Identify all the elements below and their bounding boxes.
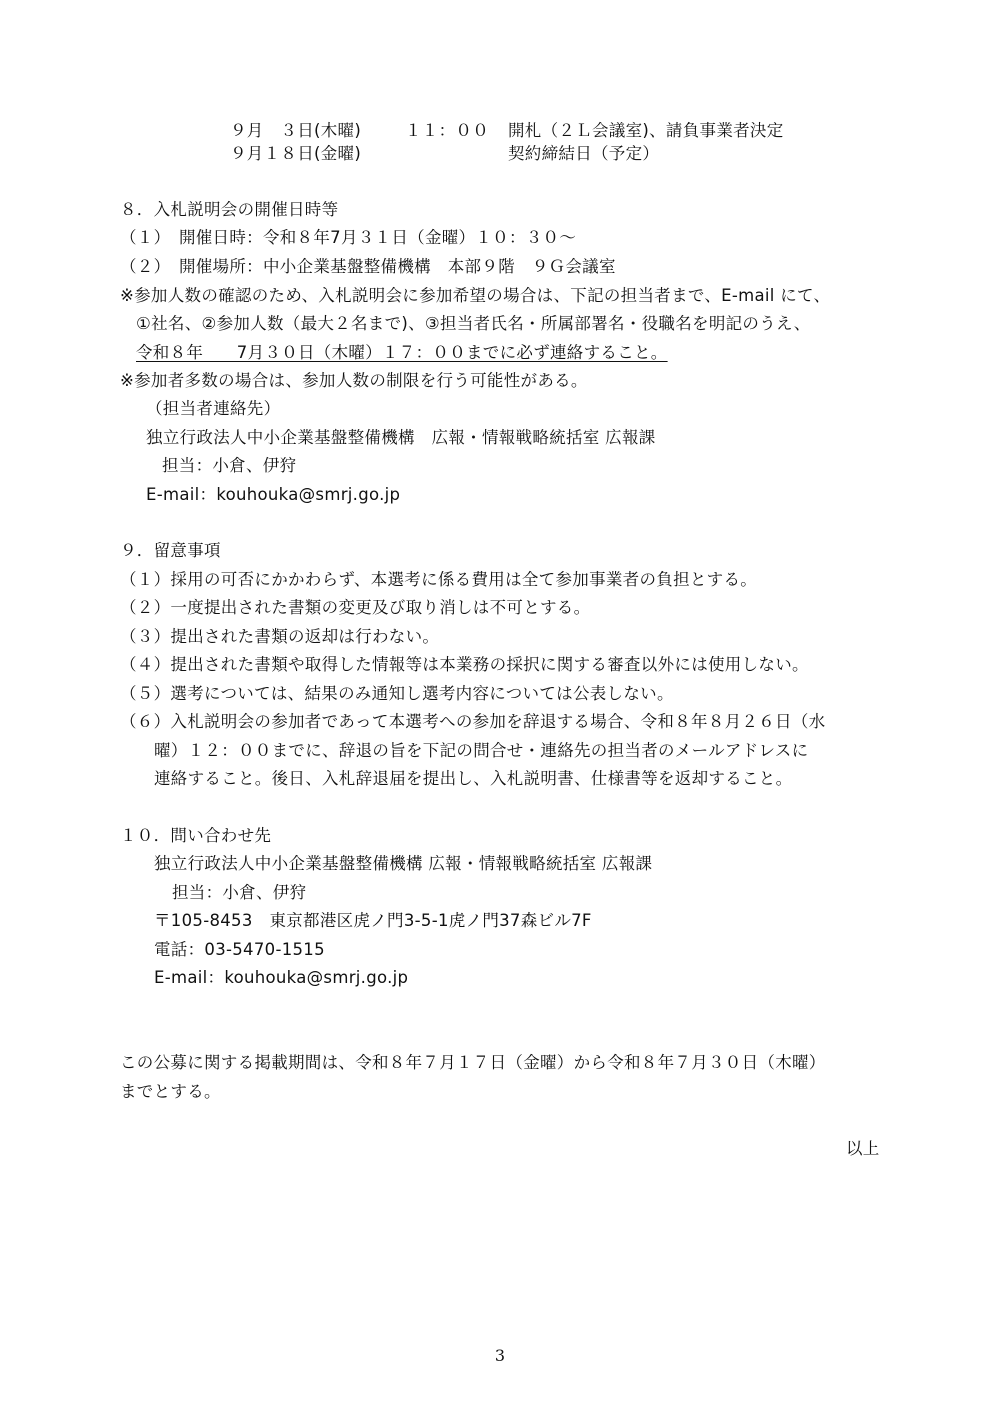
section9-item6-line2: 曜）１２：００までに、辞退の旨を下記の問合せ・連絡先の担当者のメールアドレスに	[154, 741, 809, 760]
contact-email: E-mail：kouhouka@smrj.go.jp	[146, 485, 401, 504]
section9-item4: （４）提出された書類や取得した情報等は本業務の採択に関する審査以外には使用しない。	[120, 655, 809, 674]
schedule-row1-date: ９月 ３日(木曜)	[230, 121, 362, 140]
schedule-row1-event: 開札（２Ｌ会議室)、請負事業者決定	[508, 121, 784, 140]
section9-item6-line3: 連絡すること。後日、入札辞退届を提出し、入札説明書、仕様書等を返却すること。	[154, 769, 793, 788]
section9-item3: （３）提出された書類の返却は行わない。	[120, 627, 440, 646]
section8-note2: ※参加者多数の場合は、参加人数の制限を行う可能性がある。	[120, 371, 588, 390]
posting-period-line1: この公募に関する掲載期間は、令和８年７月１７日（金曜）から令和８年７月３０日（木曜）	[120, 1053, 826, 1072]
posting-period-line2: までとする。	[120, 1082, 221, 1101]
section9-item6-line1: （６）入札説明会の参加者であって本選考への参加を辞退する場合、令和８年８月２６日（水	[120, 712, 826, 731]
section10-heading: １０．問い合わせ先	[120, 826, 272, 845]
schedule-row2-event: 契約締結日（予定）	[508, 144, 660, 163]
contact-label: （担当者連絡先）	[146, 399, 281, 418]
section8-item1: （１） 開催日時：令和８年7月３１日（金曜）１０：３０～	[120, 228, 577, 247]
section9-heading: ９．留意事項	[120, 541, 221, 560]
inquiry-phone: 電話：03-5470-1515	[154, 940, 325, 959]
end-mark: 以上	[846, 1139, 880, 1158]
contact-org: 独立行政法人中小企業基盤整備機構 広報・情報戦略統括室 広報課	[146, 428, 656, 447]
section8-note1-line1: ※参加人数の確認のため、入札説明会に参加希望の場合は、下記の担当者まで、E-mail にて、	[120, 286, 831, 305]
section8-note1-line2: ①社名、②参加人数（最大２名まで)、③担当者氏名・所属部署名・役職名を明記のうえ、	[136, 314, 811, 333]
section8-item2: （２） 開催場所：中小企業基盤整備機構 本部９階 ９Ｇ会議室	[120, 257, 616, 276]
section9-item2: （２）一度提出された書類の変更及び取り消しは不可とする。	[120, 598, 591, 617]
inquiry-org: 独立行政法人中小企業基盤整備機構 広報・情報戦略統括室 広報課	[154, 854, 653, 873]
section9-item5: （５）選考については、結果のみ通知し選考内容については公表しない。	[120, 684, 674, 703]
section8-deadline: 令和８年 7月３０日（木曜）１７：００までに必ず連絡すること。	[136, 343, 668, 362]
schedule-row1-time: １１：００	[405, 121, 489, 140]
inquiry-person: 担当：小倉、伊狩	[172, 883, 307, 902]
section8-heading: ８．入札説明会の開催日時等	[120, 200, 339, 219]
inquiry-email: E-mail：kouhouka@smrj.go.jp	[154, 968, 409, 987]
section9-item1: （１）採用の可否にかかわらず、本選考に係る費用は全て参加事業者の負担とする。	[120, 570, 758, 589]
contact-person: 担当：小倉、伊狩	[162, 456, 297, 475]
inquiry-address: 〒105-8453 東京都港区虎ノ門3-5-1虎ノ門37森ビル7F	[154, 911, 592, 930]
schedule-row2-date: ９月１８日(金曜)	[230, 144, 362, 163]
page-number: 3	[494, 1346, 506, 1365]
